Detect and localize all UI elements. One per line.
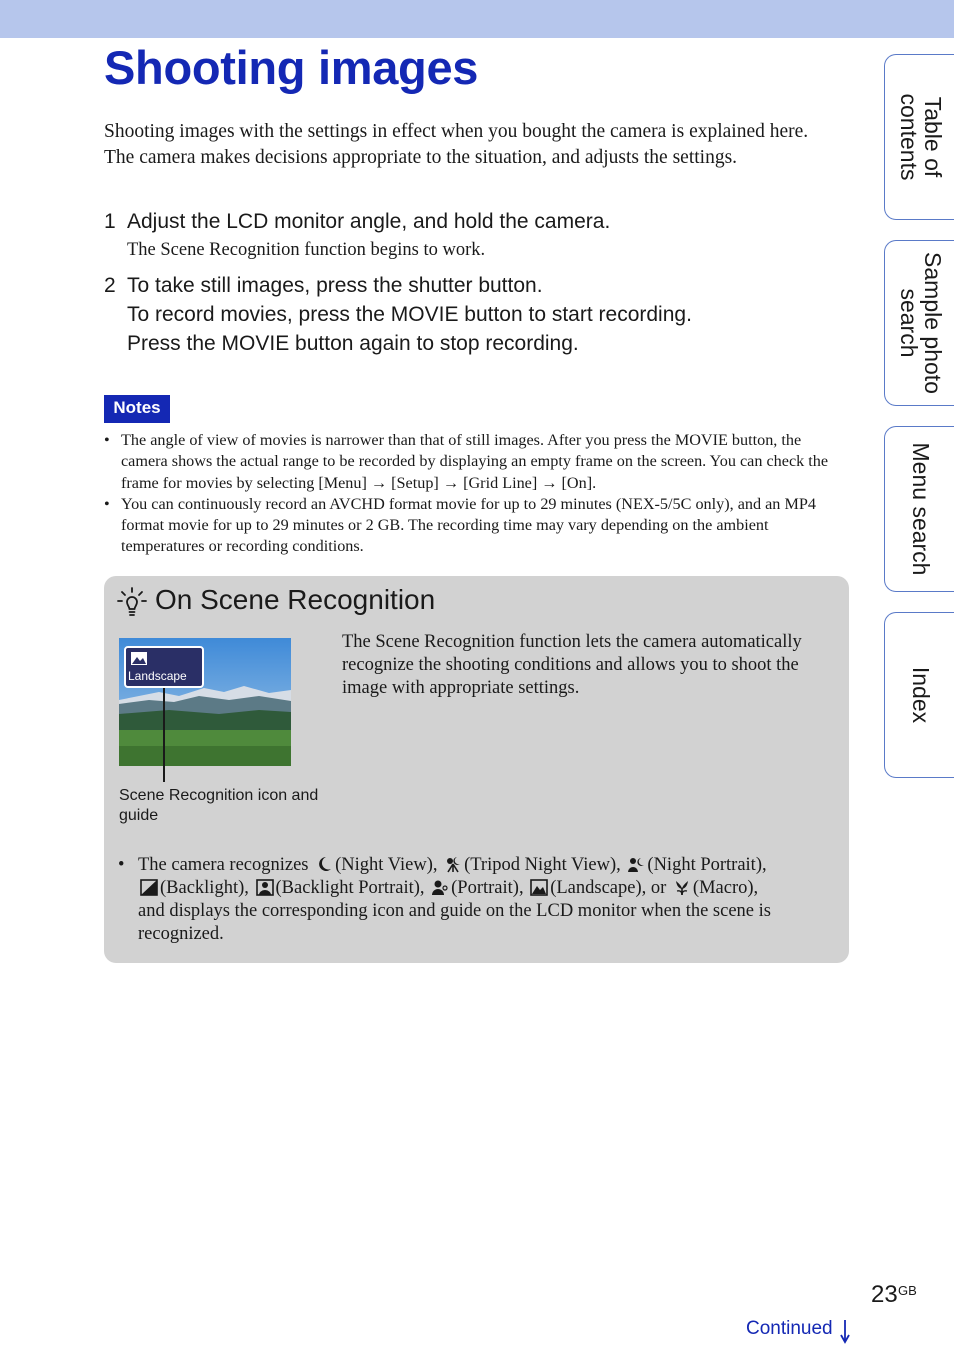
scene-item: (Night View), (335, 855, 438, 875)
scene-item: (Night Portrait), (647, 855, 767, 875)
step-text: Adjust the LCD monitor angle, and hold the camera. (127, 210, 611, 233)
photo-caption: Scene Recognition icon and guide (119, 787, 319, 824)
hint-text: The Scene Recognition function lets the camera automatically recognize the shooting conditions and allows you to shoot the image with appropriate settings. (342, 632, 802, 698)
notes-badge: Notes (104, 395, 170, 423)
tab-label: Index (908, 666, 934, 724)
intro-paragraph: The camera makes decisions appropriate to the situation, and adjusts the settings. (104, 146, 738, 168)
photo-badge-label: Landscape (128, 669, 187, 683)
backlight-portrait-icon (256, 879, 274, 896)
scene-item: (Portrait), (451, 878, 524, 898)
scene-item: (Landscape), or (550, 878, 667, 898)
tab-menu-search[interactable] (884, 426, 954, 592)
intro-paragraph: Shooting images with the settings in effect when you bought the camera is explained here. (104, 121, 809, 142)
hint-title: On Scene Recognition (155, 584, 436, 615)
arrow-down-icon (838, 1318, 852, 1344)
callout-line (160, 688, 168, 782)
tab-label: Table of contents (896, 93, 946, 181)
lightbulb-icon (117, 587, 147, 617)
continued-link[interactable]: Continued (746, 1318, 833, 1339)
backlight-icon (140, 879, 158, 896)
step-text: To take still images, press the shutter button. (127, 274, 543, 297)
tab-label: Menu search (908, 442, 934, 576)
tab-index[interactable] (884, 612, 954, 778)
tab-label: Sample photo search (896, 252, 946, 394)
notes-list (104, 430, 849, 558)
step-1-sub: The Scene Recognition function begins to work. (127, 240, 486, 260)
page-suffix: GB (898, 1283, 917, 1298)
top-bar (0, 0, 954, 38)
page-title: Shooting images (104, 41, 479, 94)
bullet-prefix: The camera recognizes (138, 855, 309, 875)
bullet-suffix: and displays the corresponding icon and guide on the LCD monitor when the scene is recognized. (138, 901, 771, 944)
tab-sample-photo-search[interactable] (884, 240, 954, 406)
note-item: • You can continuously record an AVCHD format movie for up to 29 minutes (NEX-5/5C only), and an MP4 format movie for up to 29 minutes or 2 GB. The recording time may vary depending on the ambient temperatures or recording conditions. (104, 494, 849, 558)
tripod-night-view-icon (444, 856, 462, 873)
intro-text (104, 119, 834, 170)
tab-table-of-contents[interactable] (884, 54, 954, 220)
note-item: • The angle of view of movies is narrower than that of still images. After you press the MOVIE button, the camera shows the actual range to be recorded by displaying an empty frame on the screen. You can check the frame for movies by selecting [Menu] → [Setup] → [Grid Line] → [On]. (104, 430, 849, 494)
hint-bullet (118, 854, 838, 946)
step-text: To record movies, press the MOVIE button to start recording. (127, 303, 692, 326)
step-number: 2 (104, 274, 116, 297)
night-view-icon (315, 856, 333, 873)
scene-item: (Backlight), (160, 878, 249, 898)
scene-item: (Backlight Portrait), (275, 878, 425, 898)
page-number: 23 (871, 1281, 898, 1308)
step-number: 1 (104, 210, 116, 233)
step-text: Press the MOVIE button again to stop recording. (127, 332, 579, 355)
landscape-icon (530, 879, 548, 896)
scene-recognition-photo (119, 638, 291, 766)
scene-item: (Tripod Night View), (464, 855, 621, 875)
portrait-icon (431, 879, 449, 896)
scene-item: (Macro), (692, 878, 759, 898)
macro-icon (673, 879, 691, 896)
night-portrait-icon (627, 856, 645, 873)
